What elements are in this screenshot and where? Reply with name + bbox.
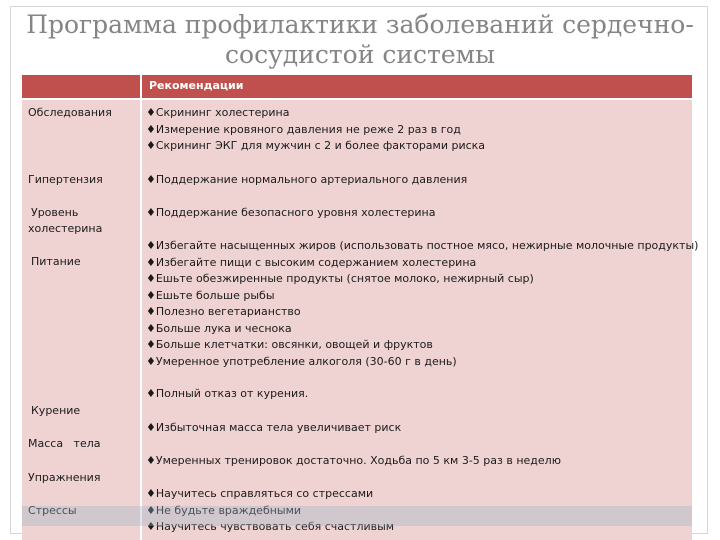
list-item: ♦Поддержание безопасного уровня холестерина <box>146 206 436 219</box>
list-item: ♦Измерение кровяного давления не реже 2 раз в год <box>146 122 461 136</box>
list-item: ♦Научитесь чувствовать себя счастливым <box>146 520 395 533</box>
category-smoking: Курение <box>31 404 81 417</box>
title-line-2: сосудистой системы <box>225 40 495 69</box>
header-divider <box>22 98 692 100</box>
list-item: ♦Полный отказ от курения. <box>146 387 309 400</box>
category-hypertension: Гипертензия <box>28 173 103 186</box>
recs-cholesterol <box>146 205 691 222</box>
list-item: ♦Скрининг ЭКГ для мужчин с 2 и более факторами риска <box>146 139 486 152</box>
list-item: ♦Больше лука и чеснока <box>146 321 292 335</box>
category-nutrition: Питание <box>31 255 81 268</box>
column-divider <box>140 75 142 540</box>
category-cholesterol <box>28 205 102 237</box>
category-exercise: Упражнения <box>28 471 101 484</box>
list-item: ♦Скрининг холестерина <box>146 106 290 119</box>
footer-bar <box>22 506 692 526</box>
list-item: ♦Избыточная масса тела увеличивает риск <box>146 421 402 434</box>
list-item: ♦Умеренное употребление алкоголя (30-60 г в день) <box>146 354 457 368</box>
list-item: ♦Избегайте пищи с высоким содержанием холестерина <box>146 255 477 269</box>
list-item: ♦Полезно вегетарианство <box>146 305 301 318</box>
recs-nutrition <box>146 238 699 370</box>
list-item: ♦Ешьте обезжиренные продукты (снятое молоко, нежирный сыр) <box>146 272 534 285</box>
list-item: ♦Поддержание нормального артериального давления <box>146 173 468 186</box>
table-header <box>22 75 692 98</box>
category-cholesterol-line-1: Уровень <box>31 206 79 219</box>
list-item: ♦Умеренных тренировок достаточно. Ходьба по 5 км 3-5 раз в неделю <box>146 454 561 467</box>
category-weight: Масса тела <box>28 437 101 450</box>
title-line-1: Программа профилактики заболеваний сердечно- <box>26 10 694 39</box>
category-stress: Стрессы <box>28 504 77 517</box>
recs-examinations <box>146 105 691 155</box>
category-cholesterol-line-2: холестерина <box>28 222 103 235</box>
recs-hypertension <box>146 172 691 189</box>
recs-weight <box>146 420 691 437</box>
category-examinations: Обследования <box>28 106 112 119</box>
list-item: ♦Не будьте враждебными <box>146 503 302 517</box>
list-item: ♦Избегайте насыщенных жиров (использовать постное мясо, нежирные молочные продукты) <box>146 239 699 252</box>
recs-exercise <box>146 453 691 470</box>
recs-smoking <box>146 386 691 403</box>
recommendations-table <box>22 75 699 540</box>
slide-title <box>18 10 702 70</box>
header-recommendations: Рекомендации <box>149 79 244 92</box>
list-item: ♦Ешьте больше рыбы <box>146 288 275 302</box>
list-item: ♦Научитесь справляться со стрессами <box>146 487 374 500</box>
list-item: ♦Больше клетчатки: овсянки, овощей и фруктов <box>146 338 433 351</box>
